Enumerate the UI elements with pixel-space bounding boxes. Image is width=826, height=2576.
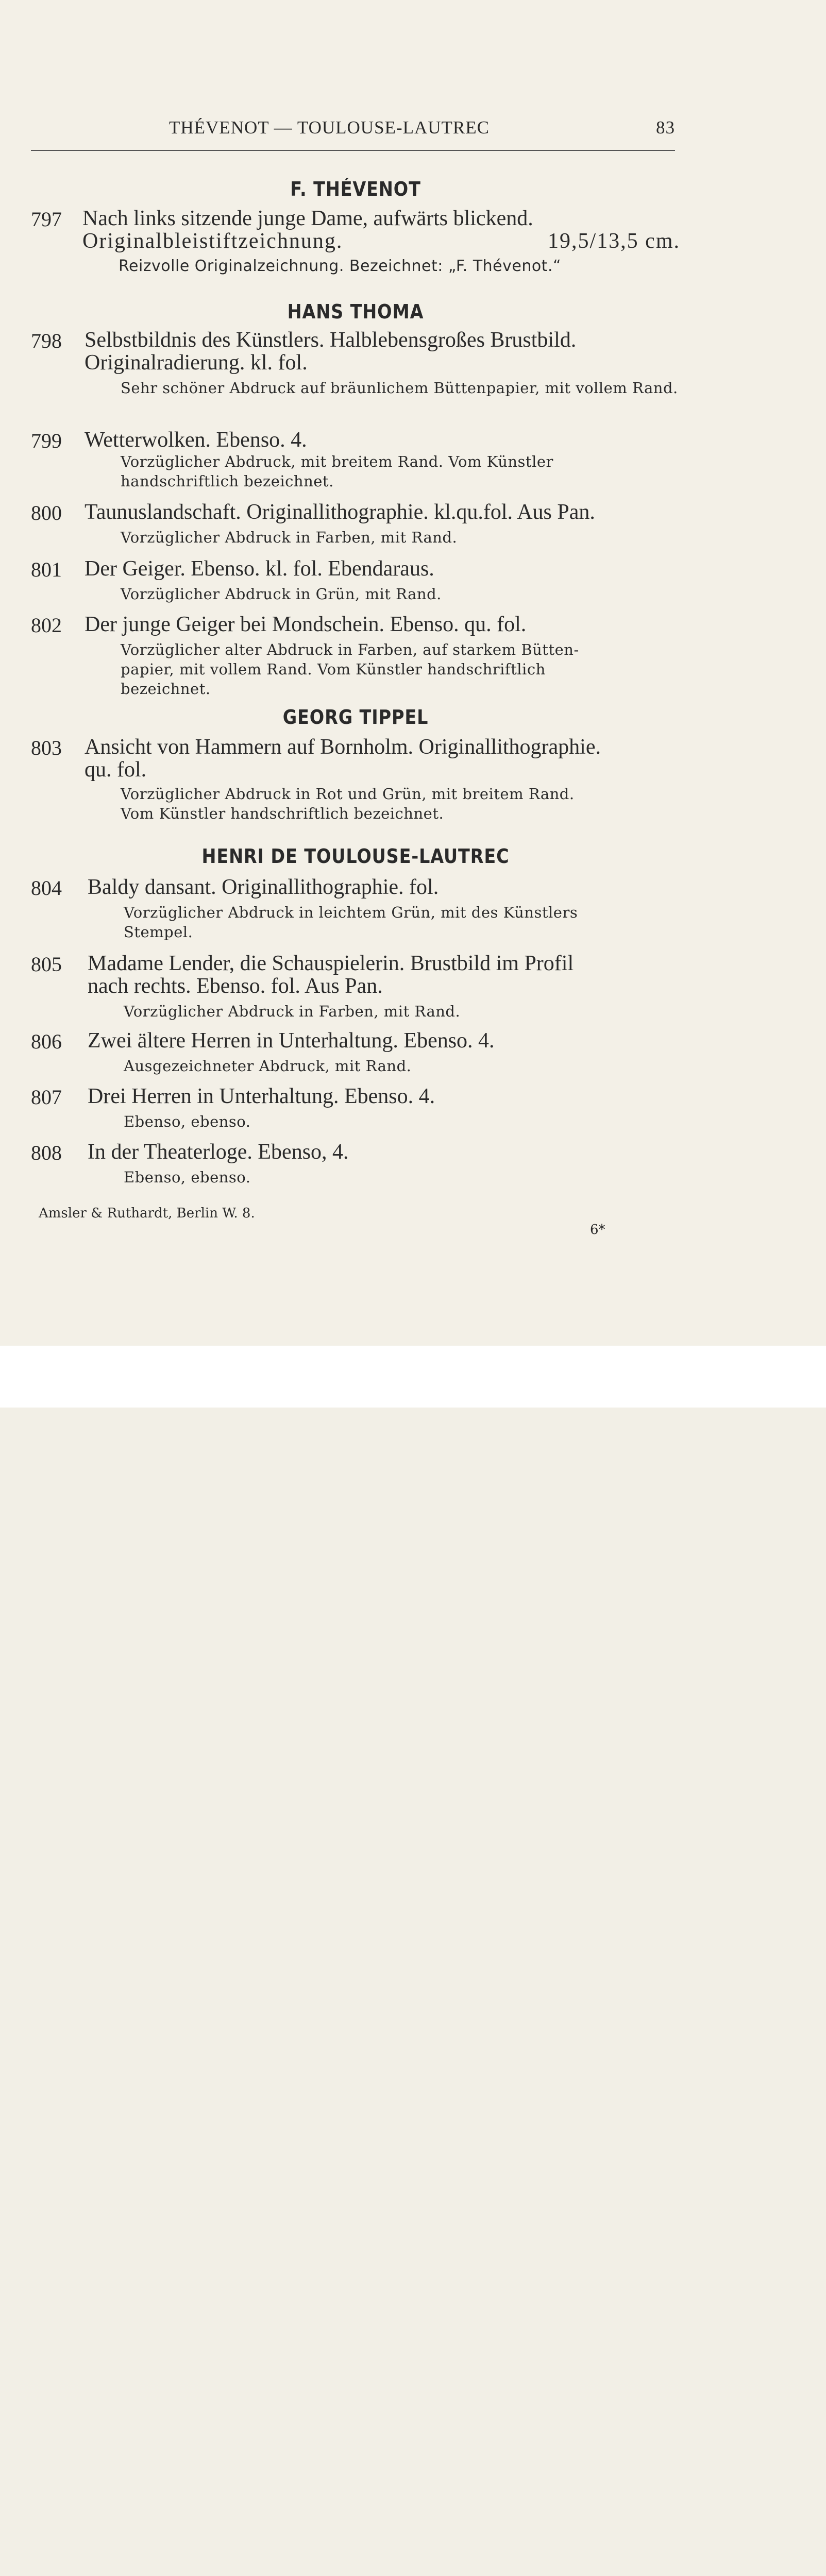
entry-number: 805 — [31, 953, 62, 976]
note-line: Vorzüglicher Abdruck in leichtem Grün, mit des Künstlers — [124, 904, 578, 921]
entry-number: 806 — [31, 1030, 62, 1053]
entry-line: qu. fol. — [85, 758, 147, 782]
entry-title: Wetterwolken. Ebenso. 4. — [85, 428, 307, 452]
entry-number: 802 — [31, 614, 62, 637]
entry-line — [82, 230, 680, 252]
entry-title — [85, 329, 682, 374]
section-heading-thoma: HANS THOMA — [287, 300, 424, 323]
entry-number: 803 — [31, 736, 62, 759]
entry-note: Ebenso, ebenso. — [124, 1168, 251, 1186]
entry-note: Sehr schöner Abdruck auf bräunlichem Büttenpapier, mit vollem Rand. — [121, 379, 678, 397]
entry-title: Baldy dansant. Originallithographie. fol. — [88, 875, 439, 899]
entry-number: 801 — [31, 558, 62, 581]
entry-note — [124, 903, 685, 942]
entry-note: Vorzüglicher Abdruck in Farben, mit Rand. — [124, 1003, 461, 1020]
entry-title: In der Theaterloge. Ebenso, 4. — [88, 1140, 349, 1164]
entry-title — [82, 207, 680, 252]
entry-line: Madame Lender, die Schauspielerin. Brustbild im Profil — [88, 952, 574, 975]
note-line: Vorzüglicher alter Abdruck in Farben, auf starkem Bütten- — [121, 641, 579, 658]
entry-note: Ebenso, ebenso. — [124, 1113, 251, 1130]
entry-note: Reizvolle Originalzeichnung. Bezeichnet: „F. Thévenot.“ — [119, 257, 562, 275]
entry-title: Taunuslandschaft. Originallithographie. kl.qu.fol. Aus Pan. — [85, 500, 595, 524]
entry-note: Vorzüglicher Abdruck in Grün, mit Rand. — [121, 585, 442, 603]
entry-title — [88, 952, 685, 997]
entry-note — [121, 452, 682, 491]
note-line: handschriftlich bezeichnet. — [121, 472, 334, 490]
entry-title — [85, 736, 682, 781]
section-heading-thevenot: F. THÉVENOT — [290, 178, 421, 200]
header-rule — [31, 150, 675, 151]
section-heading-toulouse-lautrec: HENRI DE TOULOUSE-LAUTREC — [201, 845, 510, 868]
note-line: Vorzüglicher Abdruck, mit breitem Rand. Vom Künstler — [121, 453, 553, 470]
note-line: bezeichnet. — [121, 680, 211, 698]
entry-line: Nach links sitzende junge Dame, aufwärts blickend. — [82, 207, 533, 230]
entry-title: Zwei ältere Herren in Unterhaltung. Ebenso. 4. — [88, 1029, 495, 1053]
running-head-title: THÉVENOT — TOULOUSE-LAUTREC — [169, 117, 490, 138]
entry-line: Originalradierung. kl. fol. — [85, 351, 308, 375]
entry-title: Der Geiger. Ebenso. kl. fol. Ebendaraus. — [85, 557, 434, 581]
entry-number: 800 — [31, 501, 62, 524]
entry-medium: Originalbleistiftzeichnung. — [82, 229, 343, 253]
note-line: Vom Künstler handschriftlich bezeichnet. — [121, 805, 444, 822]
entry-line: Ansicht von Hammern auf Bornholm. Originallithographie. — [85, 735, 601, 759]
note-line: Vorzüglicher Abdruck in Rot und Grün, mit breitem Rand. — [121, 785, 575, 803]
signature-mark: 6* — [590, 1222, 605, 1238]
entry-line: nach rechts. Ebenso. fol. Aus Pan. — [88, 974, 383, 998]
entry-number: 797 — [31, 208, 62, 231]
entry-note: Vorzüglicher Abdruck in Farben, mit Rand. — [121, 529, 458, 546]
viewer-footer-bar — [0, 1346, 826, 1408]
entry-number: 799 — [31, 429, 62, 452]
entry-number: 808 — [31, 1141, 62, 1164]
entry-dimensions: 19,5/13,5 cm. — [548, 229, 680, 253]
entry-note: Ausgezeichneter Abdruck, mit Rand. — [124, 1057, 412, 1075]
entry-title: Drei Herren in Unterhaltung. Ebenso. 4. — [88, 1084, 435, 1108]
entry-line: Selbstbildnis des Künstlers. Halblebensgroßes Brustbild. — [85, 328, 577, 352]
publisher-imprint: Amsler & Ruthardt, Berlin W. 8. — [39, 1206, 255, 1221]
entry-number: 798 — [31, 329, 62, 352]
note-line: papier, mit vollem Rand. Vom Künstler handschriftlich — [121, 660, 546, 678]
entry-number: 804 — [31, 876, 62, 900]
entry-number: 807 — [31, 1086, 62, 1109]
page-number: 83 — [656, 117, 675, 138]
entry-title: Der junge Geiger bei Mondschein. Ebenso. qu. fol. — [85, 613, 527, 636]
entry-note — [121, 640, 682, 699]
section-heading-tippel: GEORG TIPPEL — [282, 706, 429, 728]
note-line: Stempel. — [124, 923, 193, 941]
entry-note — [121, 784, 682, 823]
